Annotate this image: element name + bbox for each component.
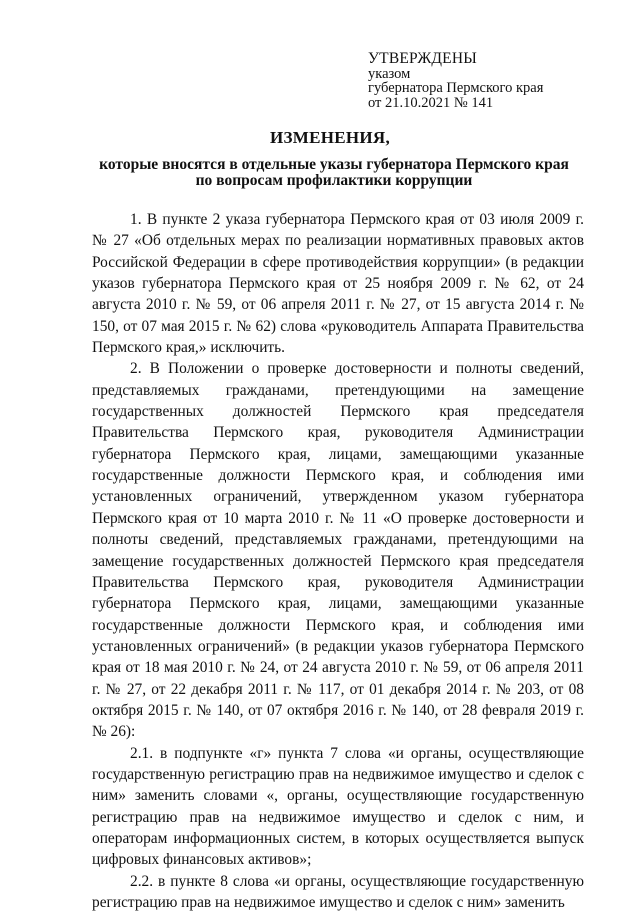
- approval-line-1: указом: [368, 65, 411, 82]
- approval-line-2: губернатора Пермского края: [368, 80, 544, 96]
- document-title: ИЗМЕНЕНИЯ,: [269, 128, 391, 147]
- paragraph-2-2: 2.2. в пункте 8 слова «и органы, осуществляющие государственную регистрацию прав на недвижимое имущество и сделок с ним» заменить: [92, 872, 584, 911]
- approval-stamp: [368, 52, 543, 110]
- document-subtitle-line-1: которые вносятся в отдельные указы губернатора Пермского края: [99, 156, 569, 173]
- document-heading: [0, 128, 640, 189]
- paragraph-2-1: 2.1. в подпункте «г» пункта 7 слова «и органы, осуществляющие государственную регистрацию прав на недвижимое имущество и сделок с ним» заменить словами «, органы, осуществляющие государственную регистрацию прав на недвижимое имущество и сделок с ним, и операторам информационных систем, в которых осуществляется выпуск цифровых финансовых активов»;: [92, 744, 584, 869]
- document-body: [92, 209, 584, 913]
- document-subtitle-line-2: по вопросам профилактики коррупции: [195, 172, 473, 189]
- approval-line-3: от 21.10.2021 № 141: [368, 94, 494, 111]
- approval-title: УТВЕРЖДЕНЫ: [368, 50, 477, 67]
- paragraph-2: 2. В Положении о проверке достоверности и полноты сведений, представляемых гражданами, претендующими на замещение государственных должностей Пермского края председателя Правительства Пермского края, руководителя Администрации губернатора Пермского края, лицами, замещающими указанные государственные должности Пермского края, и соблюдения ими установленных ограничений, утвержденном указом губернатора Пермского края от 10 марта 2010 г. № 11 «О проверке достоверности и полноты сведений, представляемых гражданами, претендующими на замещение государственных должностей Пермского края председателя Правительства Пермского края, руководителя Администрации губернатора Пермского края, лицами, замещающими указанные государственные должности Пермского края, и соблюдения ими установленных ограничений» (в редакции указов губернатора Пермского края от 18 мая 2010 г. № 24, от 24 августа 2010 г. № 59, от 06 апреля 2011 г. № 27, от 22 декабря 2011 г. № 117, от 01 декабря 2014 г. № 203, от 08 октября 2015 г. № 140, от 07 октября 2016 г. № 140, от 28 февраля 2019 г. № 26):: [92, 360, 584, 741]
- document-subtitle: [28, 157, 640, 189]
- paragraph-1: 1. В пункте 2 указа губернатора Пермского края от 03 июля 2009 г. № 27 «Об отдельных мерах по реализации нормативных правовых актов Российской Федерации в сфере противодействия коррупции» (в редакции указов губернатора Пермского края от 25 ноября 2009 г. № 62, от 24 августа 2010 г. № 59, от 06 апреля 2011 г. № 27, от 15 августа 2014 г. № 150, от 07 мая 2015 г. № 62) слова «руководитель Аппарата Правительства Пермского края,» исключить.: [92, 211, 584, 357]
